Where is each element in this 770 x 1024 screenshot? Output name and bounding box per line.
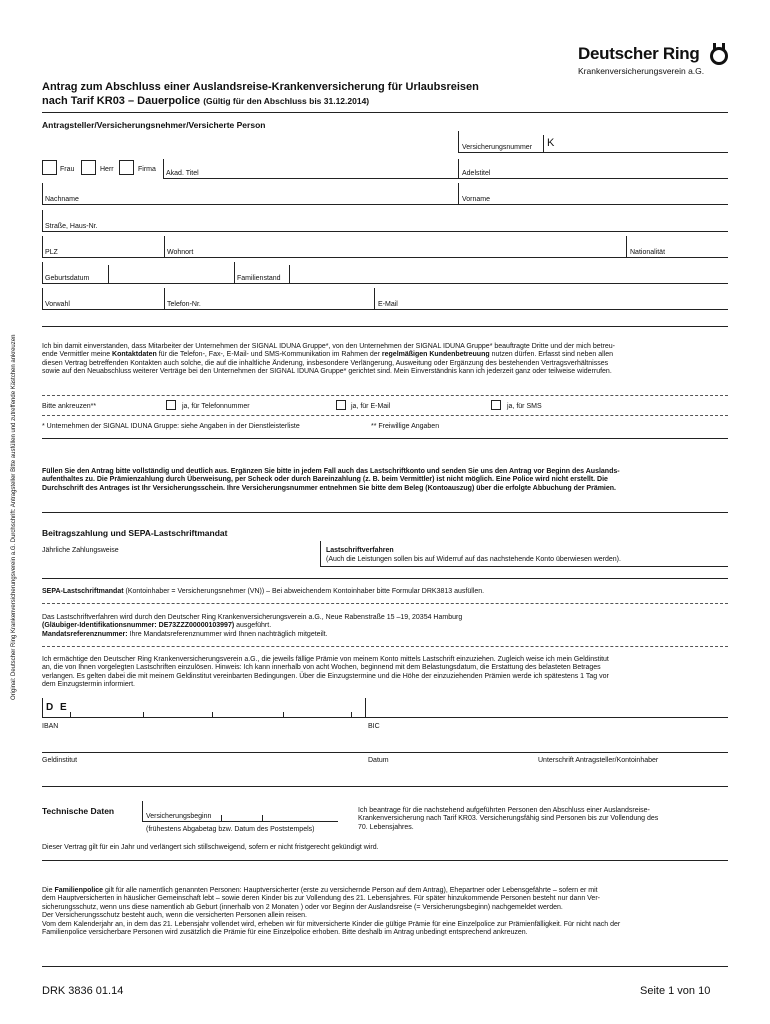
- footnote-voluntary: ** Freiwillige Angaben: [371, 423, 440, 430]
- iban-label: IBAN: [42, 723, 59, 730]
- nachname-field[interactable]: [42, 183, 458, 205]
- technical-line: Ich beantrage für die nachstehend aufgeführten Personen den Abschluss einer Auslandsreise-: [358, 807, 650, 814]
- ankreuzen-label: Bitte ankreuzen**: [42, 403, 97, 410]
- versicherungsnummer-value: K: [547, 137, 555, 149]
- family-police-text: [42, 887, 620, 937]
- plz-label: PLZ: [45, 249, 58, 256]
- family-line: Der Versicherungsschutz besteht auch, wenn die versicherten Personen allein reisen.: [42, 912, 307, 920]
- consent-fragment: nutzen dürfen. Erfasst sind neben allen: [489, 351, 613, 359]
- sepa-mandate-line: [42, 587, 484, 596]
- datum-label: Datum: [368, 757, 389, 764]
- wohnort-field[interactable]: [164, 236, 626, 258]
- wohnort-label: Wohnort: [167, 249, 194, 256]
- title-tariff: nach Tarif KR03 – Dauerpolice: [42, 95, 201, 107]
- section-heading-applicant: Antragsteller/Versicherungsnehmer/Versicherte Person: [42, 120, 266, 130]
- bic-label: BIC: [368, 723, 380, 730]
- strasse-label: Straße, Haus-Nr.: [45, 223, 98, 230]
- zahlungsweise-label: Jährliche Zahlungsweise: [42, 547, 119, 554]
- divider: [42, 646, 728, 647]
- title-validity: (Gültig für den Abschluss bis 31.12.2014): [203, 96, 370, 106]
- consent-bold: Kontaktdaten: [112, 351, 157, 359]
- creditor-line: [42, 631, 462, 639]
- family-fragment: Die: [42, 887, 55, 894]
- family-fragment: gilt für alle namentlich genannten Personen: Hauptversicherter (erste zu versichernde Person auf dem Antrag), Ehepartner oder Lebensgefährte – sofern er mit: [103, 887, 598, 894]
- geldinstitut-label: Geldinstitut: [42, 757, 78, 764]
- divider: [42, 860, 728, 861]
- creditor-fragment: ausgeführt.: [234, 622, 272, 630]
- section-heading-payment: Beitragszahlung und SEPA-Lastschriftmandat: [42, 528, 228, 538]
- versicherungsbeginn-note: (frühestens Abgabetag bzw. Datum des Poststempels): [146, 826, 315, 833]
- divider: [42, 578, 728, 579]
- form-title: [42, 80, 479, 108]
- email-label: E-Mail: [378, 301, 398, 308]
- signature-label: Unterschrift Antragsteller/Kontoinhaber: [538, 757, 659, 764]
- tick: [221, 815, 222, 822]
- separator: [108, 265, 109, 284]
- creditor-fragment: Ihre Mandatsreferenznummer wird Ihnen nachträglich mitgeteilt.: [127, 630, 328, 638]
- form-code: DRK 3836 01.14: [42, 985, 124, 997]
- vorname-label: Vorname: [462, 196, 491, 203]
- firma-label: Firma: [138, 166, 156, 173]
- frau-label: Frau: [60, 166, 75, 173]
- nachname-label: Nachname: [45, 196, 79, 203]
- akad-titel-field[interactable]: [163, 159, 458, 179]
- versicherungsnummer-label: Versicherungsnummer: [462, 144, 533, 151]
- technical-right-text: [358, 807, 658, 832]
- brand-logo: [578, 44, 738, 78]
- lastschrift-text: (Auch die Leistungen sollen bis auf Widerruf auf das nachstehende Konto überwiesen werden).: [326, 556, 621, 563]
- consent-fragment: für die Telefon-, Fax-, E-Mail- und SMS-Kommunikation im Rahmen der: [156, 351, 382, 359]
- sidebar-vertical-text: Original: Deutscher Ring Krankenversicherungsverein a.G. Durchschrift: Antragsteller Bitte ausfüllen und zutreffende Kästchen ankreuzen: [11, 334, 17, 700]
- creditor-info: [42, 614, 462, 639]
- consent-line: Ich bin damit einverstanden, dass Mitarbeiter der Unternehmen der SIGNAL IDUNA Gruppe*, von den Unternehmen der SIGNAL IDUNA Gruppe* beauftragte Dritte und der mich betreu-: [42, 343, 615, 350]
- notice-line: aufenthaltes zu. Die Prämienzahlung durch Überweisung, per Scheck oder durch Bareinzahlung (z. B. beim Vermittler) ist nicht möglich. Eine Police wird nicht erstellt. Die: [42, 476, 608, 484]
- telefon-consent-label: ja, für Telefonnummer: [182, 403, 250, 410]
- frau-checkbox[interactable]: [42, 160, 57, 175]
- firma-checkbox[interactable]: [119, 160, 134, 175]
- sms-consent-label: ja, für SMS: [507, 403, 542, 410]
- family-line: Familienpolice versicherbare Personen wird zusätzlich die Prämie für eine Einzelpolice erhoben. Bitte deshalb im Antrag unbedingt entsprechend ankreuzen.: [42, 929, 528, 937]
- mandate-ref-label: Mandatsreferenznummer:: [42, 630, 128, 638]
- consent-line: diesen Vertrag betreffenden Kontakten auch solche, die auf die inhaltliche Änderung, insbesondere Verlängerung, Ausweitung oder Ergänzung des bestehenden Vertragsverhältnisses: [42, 359, 609, 367]
- tick: [283, 712, 284, 718]
- telefon-consent-checkbox[interactable]: [166, 400, 176, 410]
- divider: [42, 112, 728, 113]
- lastschrift-title: Lastschriftverfahren: [326, 547, 394, 554]
- family-line: sicherungsschutz, wenn uns diese namentlich ab Geburt (innerhalb von 2 Monaten ) oder vor Beginn der Auslandsreise (= Versicherungsbeginn) nachgemeldet werden.: [42, 903, 563, 911]
- creditor-line: [42, 622, 462, 630]
- brand-subtitle: Krankenversicherungsverein a.G.: [578, 66, 705, 76]
- nationalitaet-label: Nationalität: [630, 249, 666, 256]
- signature-line[interactable]: [535, 752, 728, 753]
- telefon-label: Telefon-Nr.: [167, 301, 201, 308]
- technical-line: 70. Lebensjahres.: [358, 823, 414, 831]
- technical-line: Krankenversicherung nach Tarif KR03. Versicherungsfähig sind Personen bis zur Vollendung des: [358, 815, 659, 823]
- consent-bold: regelmäßigen Kundenbetreuung: [381, 351, 490, 359]
- consent-line: sowie auf den Neuabschluss weiterer Verträge bei den Unternehmen der SIGNAL IDUNA Gruppe* gerichtet sind. Mein Einverständnis kann ich jederzeit ganz oder teilweise widerrufen.: [42, 368, 612, 376]
- tick: [143, 712, 144, 718]
- divider: [42, 512, 728, 513]
- family-line: dem Hauptversicherten in häuslicher Gemeinschaft lebt – sowie deren Kinder bis zur Vollendung des 21. Lebensjahres. Für später hinzukommende Personen besteht nur dann Ver-: [42, 895, 600, 903]
- email-field[interactable]: [374, 288, 728, 310]
- brand-name: Deutscher Ring: [578, 44, 700, 63]
- creditor-line: Das Lastschriftverfahren wird durch den Deutscher Ring Krankenversicherungsverein a.G., Neue Rabenstraße 15 –19, 20354 Hamburg: [42, 614, 463, 621]
- vorwahl-label: Vorwahl: [45, 301, 70, 308]
- consent-text: [42, 343, 732, 377]
- divider: [42, 438, 728, 439]
- creditor-id: (Gläubiger-Identifikationsnummer: DE73ZZZ00000103997): [42, 622, 235, 630]
- tick: [351, 712, 352, 718]
- plz-field[interactable]: [42, 236, 164, 258]
- contract-duration-text: Dieser Vertrag gilt für ein Jahr und verlängert sich stillschweigend, sofern er nicht fristgerecht gekündigt wird.: [42, 844, 379, 851]
- notice-line: Durchschrift des Antrages ist Ihr Versicherungsschein. Ihre Versicherungsnummer entnehmen Sie bitte dem Beleg (Kontoauszug) über die erfolgte Abbuchung der Prämien.: [42, 484, 616, 492]
- herr-label: Herr: [100, 166, 114, 173]
- strasse-field[interactable]: [42, 210, 728, 232]
- datum-line[interactable]: [365, 752, 535, 753]
- mandate-line: dem Einzugstermin informiert.: [42, 681, 135, 689]
- divider: [42, 395, 728, 396]
- geburtsdatum-label: Geburtsdatum: [45, 275, 90, 282]
- email-consent-label: ja, für E-Mail: [351, 403, 391, 410]
- ring-logo-icon: [708, 42, 730, 66]
- adelstitel-label: Adelstitel: [462, 170, 491, 177]
- herr-checkbox[interactable]: [81, 160, 96, 175]
- tick: [212, 712, 213, 718]
- separator: [289, 265, 290, 284]
- footnote-companies: * Unternehmen der SIGNAL IDUNA Gruppe: siehe Angaben in der Dienstleisterliste: [42, 423, 300, 430]
- family-line: [42, 887, 620, 895]
- bic-field[interactable]: [365, 698, 728, 718]
- mandate-text: [42, 656, 609, 690]
- versicherungsbeginn-label: Versicherungsbeginn: [146, 813, 212, 820]
- email-consent-checkbox[interactable]: [336, 400, 346, 410]
- consent-fragment: ende Vermittler meine: [42, 351, 113, 359]
- tick: [70, 712, 71, 718]
- page-number: Seite 1 von 10: [640, 985, 711, 997]
- sepa-bold: SEPA-Lastschriftmandat: [42, 588, 124, 595]
- notice-line: Füllen Sie den Antrag bitte vollständig und deutlich aus. Ergänzen Sie bitte in jedem Fall auch das Lastschriftkonto und senden Sie uns den Antrag vor Beginn des Auslands-: [42, 468, 620, 475]
- title-line-2: [42, 94, 479, 108]
- adelstitel-field[interactable]: [458, 159, 728, 179]
- familienstand-label: Familienstand: [237, 275, 281, 282]
- tick: [262, 815, 263, 822]
- instructions-notice: [42, 468, 620, 493]
- familienstand-field[interactable]: [234, 262, 728, 284]
- mandate-line: an, die von Ihnen vorgelegten Lastschriften einzulösen. Hinweis: Ich kann innerhalb von acht Wochen, beginnend mit dem Belastungsdatum, die Erstattung des belasteten Betrages: [42, 664, 601, 672]
- title-line-1: Antrag zum Abschluss einer Auslandsreise-Krankenversicherung für Urlaubsreisen: [42, 81, 479, 93]
- mandate-line: verlangen. Es gelten dabei die mit meinem Geldinstitut vereinbarten Bedingungen. Über die Einzugstermine und die Höhe der einzuziehenden Prämien werde ich spätestens 1 Tag vor: [42, 672, 609, 680]
- separator: [543, 135, 544, 153]
- vorname-field[interactable]: [458, 183, 728, 205]
- akad-titel-label: Akad. Titel: [166, 170, 199, 177]
- consent-line: [42, 351, 732, 359]
- divider: [42, 603, 728, 604]
- family-line: Vom dem Kalenderjahr an, in dem das 21. Lebensjahr vollendet wird, erheben wir für mitversicherte Kinder die gültige Prämie für eine Einzelpolice zur Prämienfälligkeit. Für nicht nach der: [42, 920, 621, 928]
- sepa-text: (Kontoinhaber = Versicherungsnehmer (VN)) – Bei abweichendem Kontoinhaber bitte Formular DRK3813 ausfüllen.: [123, 588, 485, 595]
- iban-country-code: D E: [46, 702, 69, 713]
- iban-field[interactable]: [42, 698, 365, 718]
- divider: [42, 415, 728, 416]
- divider: [42, 966, 728, 967]
- divider: [42, 786, 728, 787]
- section-heading-technical: Technische Daten: [42, 806, 115, 816]
- divider: [42, 326, 728, 327]
- family-bold: Familienpolice: [54, 887, 104, 894]
- geldinstitut-line[interactable]: [42, 752, 365, 753]
- mandate-line: Ich ermächtige den Deutscher Ring Krankenversicherungsverein a.G., die jeweils fällige Prämie von meinem Konto mittels Lastschrift einzuziehen. Zugleich weise ich mein Geldinstitut: [42, 656, 609, 663]
- sms-consent-checkbox[interactable]: [491, 400, 501, 410]
